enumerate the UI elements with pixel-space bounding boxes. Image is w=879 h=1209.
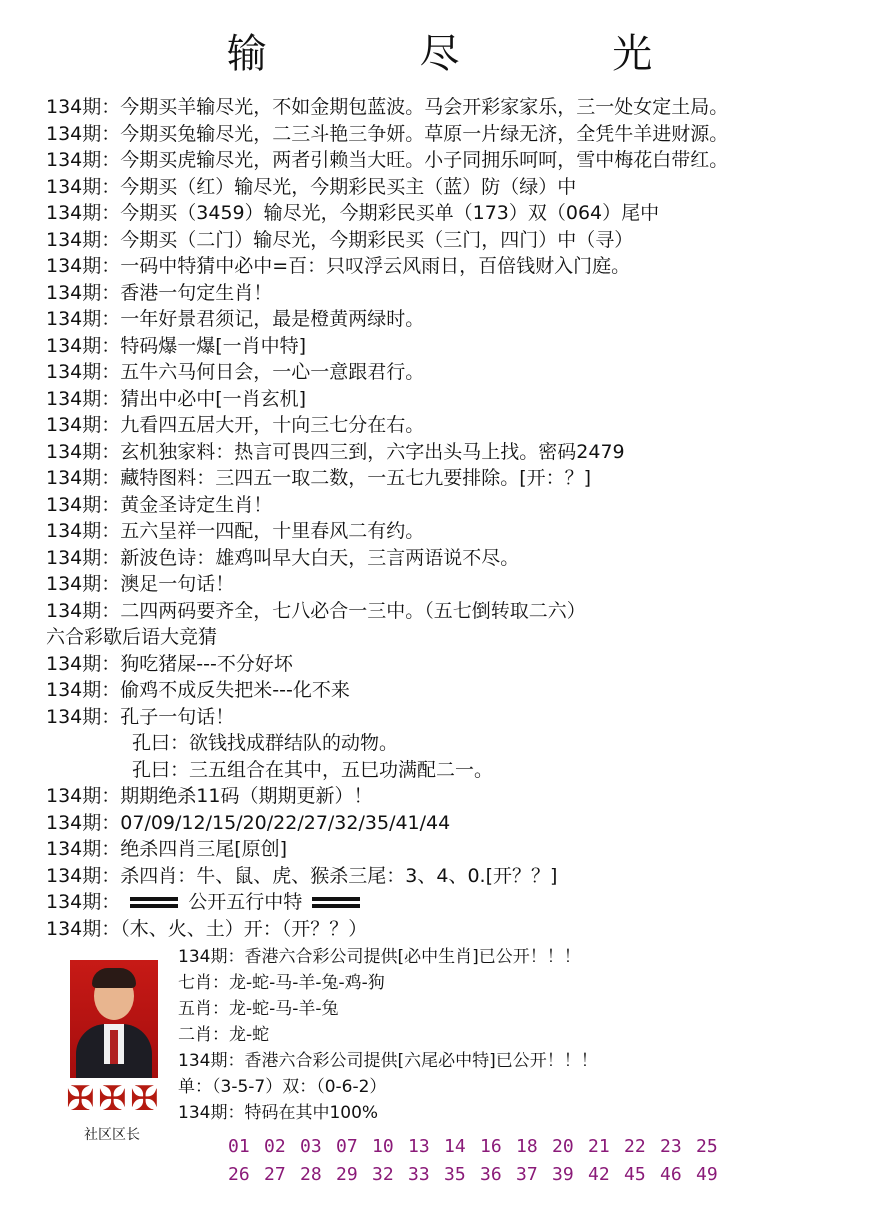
text-line: 134期：特码爆一爆[一肖中特]	[46, 334, 307, 357]
text-line: 134期：新波色诗：雄鸡叫早大白天，三言两语说不尽。	[46, 546, 520, 569]
number-cell: 45	[624, 1164, 646, 1185]
text-line: 134期：一年好景君须记，最是橙黄两绿时。	[46, 308, 425, 330]
text-line: 134期：偷鸡不成反失把米---化不来	[46, 679, 350, 701]
text-line: 134期：五牛六马何日会，一心一意跟君行。	[46, 361, 425, 383]
text-line: 134期：07/09/12/15/20/22/27/32/35/41/44	[46, 811, 451, 834]
text-line: 134期：九看四五居大开，十向三七分在右。	[46, 414, 425, 436]
number-cell: 20	[552, 1136, 574, 1157]
info-line: 134期：特码在其中100%	[178, 1103, 379, 1123]
text-line: 134期：一码中特猜中必中=百：只叹浮云风雨日，百倍钱财入门庭。	[46, 255, 631, 277]
text-line: 134期：今期买羊输尽光，不如金期包蓝波。马会开彩家家乐，三一处女定土局。	[46, 96, 729, 118]
number-cell: 21	[588, 1136, 610, 1157]
number-cell: 02	[264, 1136, 286, 1157]
section-heading: 六合彩歇后语大竞猜	[46, 626, 218, 648]
number-cell: 39	[552, 1164, 574, 1185]
info-line: 七肖：龙-蛇-马-羊-兔-鸡-狗	[178, 973, 385, 993]
portrait-image	[70, 960, 158, 1078]
text-line: 134期：黄金圣诗定生肖！	[46, 493, 273, 516]
text-line: 134期：期期绝杀11码（期期更新）！	[46, 785, 373, 807]
cross-medal-icon: ✠	[66, 1079, 95, 1119]
info-line: 五肖：龙-蛇-马-羊-兔	[178, 999, 339, 1019]
triple-bar-icon	[312, 894, 360, 911]
number-cell: 36	[480, 1164, 502, 1185]
number-cell: 07	[336, 1136, 358, 1157]
info-line: 134期：香港六合彩公司提供[六尾必中特]已公开！！！	[178, 1051, 598, 1071]
quote-line: 孔曰：欲钱找成群结队的动物。	[132, 732, 399, 754]
text-line: 134期：孔子一句话！	[46, 705, 235, 728]
text-line: 134期：今期买兔输尽光，二三斗艳三争妍。草原一片绿无济，全凭牛羊进财源。	[46, 122, 729, 145]
number-cell: 37	[516, 1164, 538, 1185]
info-line: 134期：香港六合彩公司提供[必中生肖]已公开！！！	[178, 947, 581, 967]
number-cell: 13	[408, 1136, 430, 1157]
number-cell: 25	[696, 1136, 718, 1157]
main-lines	[46, 94, 876, 942]
medals-decoration	[66, 1080, 166, 1120]
wuxing-line	[46, 889, 876, 916]
number-cell: 14	[444, 1136, 466, 1157]
number-cell: 49	[696, 1164, 718, 1185]
number-cell: 28	[300, 1164, 322, 1185]
text-line: 134期：今期买虎输尽光，两者引赖当大旺。小子同拥乐呵呵，雪中梅花白带红。	[46, 149, 729, 171]
badge-label: 社区区长	[84, 1127, 140, 1143]
right-info-block	[178, 944, 868, 1126]
number-cell: 26	[228, 1164, 250, 1185]
info-line: 二肖：龙-蛇	[178, 1025, 270, 1045]
number-cell: 16	[480, 1136, 502, 1157]
number-cell: 03	[300, 1136, 322, 1157]
text-line: 134期：澳足一句话！	[46, 573, 235, 595]
page-title: 输 尽 光	[226, 31, 723, 77]
text-line: 134期：绝杀四肖三尾[原创]	[46, 838, 288, 860]
number-grid	[228, 1133, 868, 1189]
number-cell: 32	[372, 1164, 394, 1185]
text-line: 134期：藏特图料：三四五一取二数，一五七九要排除。[开：？]	[46, 467, 592, 489]
text-line: 134期：今期买（3459）输尽光，今期彩民买单（173）双（064）尾中	[46, 202, 660, 224]
text-line: 134期：（木、火、土）开：（开？？）	[46, 917, 368, 940]
text-line: 134期：五六呈祥一四配，十里春风二有约。	[46, 520, 425, 542]
number-cell: 27	[264, 1164, 286, 1185]
cross-medal-icon: ✠	[98, 1079, 127, 1119]
text-line: 134期：猜出中必中[一肖玄机]	[46, 387, 307, 410]
number-cell: 33	[408, 1164, 430, 1185]
number-cell: 46	[660, 1164, 682, 1185]
text-line: 134期：狗吃猪屎---不分好坏	[46, 652, 293, 675]
triple-bar-icon	[130, 894, 178, 911]
number-cell: 01	[228, 1136, 250, 1157]
number-row	[228, 1133, 868, 1161]
text-line: 134期：二四两码要齐全，七八必合一三中。（五七倒转取二六）	[46, 599, 586, 622]
text-line: 134期：今期买（二门）输尽光，今期彩民买（三门，四门）中（寻）	[46, 228, 634, 251]
number-cell: 10	[372, 1136, 394, 1157]
cross-medal-icon: ✠	[130, 1079, 159, 1119]
text-line: 134期：今期买（红）输尽光，今期彩民买主（蓝）防（绿）中	[46, 175, 577, 198]
number-cell: 35	[444, 1164, 466, 1185]
wuxing-prefix: 134期：	[46, 891, 121, 913]
number-cell: 23	[660, 1136, 682, 1157]
text-line: 134期：杀四肖：牛、鼠、虎、猴杀三尾：3、4、0.[开？？]	[46, 864, 558, 887]
text-line: 134期：香港一句定生肖！	[46, 281, 273, 304]
wuxing-text: 公开五行中特	[188, 891, 303, 913]
text-line: 134期：玄机独家料：热言可畏四三到，六字出头马上找。密码2479	[46, 440, 625, 463]
number-cell: 42	[588, 1164, 610, 1185]
number-cell: 22	[624, 1136, 646, 1157]
number-cell: 29	[336, 1164, 358, 1185]
quote-line: 孔曰：三五组合在其中，五巳功满配二一。	[132, 758, 494, 781]
number-cell: 18	[516, 1136, 538, 1157]
info-line: 单：（3-5-7）双：（0-6-2）	[178, 1077, 387, 1097]
number-row	[228, 1161, 868, 1189]
